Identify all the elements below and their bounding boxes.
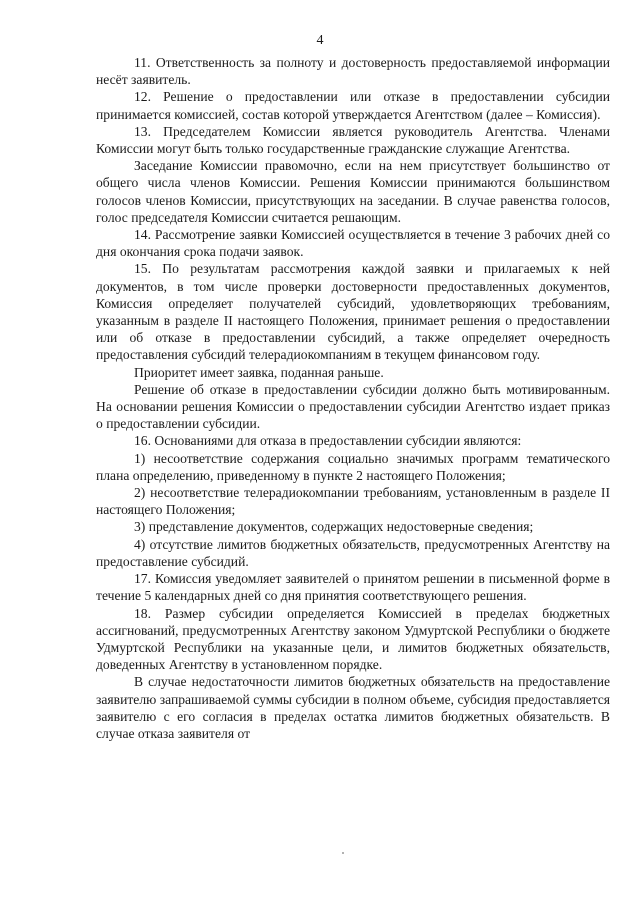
- list-item-4: 4) отсутствие лимитов бюджетных обязательств, предусмотренных Агентству на предоставление субсидий.: [96, 536, 610, 569]
- paragraph-13-quorum: Заседание Комиссии правомочно, если на нем присутствует большинство от общего числа членов Комиссии. Решения Комиссии принимаются большинством голосов членов Комиссии, присутствующих на заседании. В случае равенства голосов, голос председателя Комиссии считается решающим.: [96, 158, 610, 225]
- paragraph-15: 15. По результатам рассмотрения каждой заявки и прилагаемых к ней документов, в том числе проверки достоверности предоставленных документов, Комиссия определяет получателей субсидий, удовлетворяющих требованиям, указанным в разделе II настоящего Положения, принимает решения о предоставлении или об отказе в предоставлении субсидий, а также определяет очередность предоставления субсидий телерадиокомпаниям в текущем финансовом году.: [96, 261, 610, 363]
- paragraph-18: 18. Размер субсидии определяется Комиссией в пределах бюджетных ассигнований, предусмотренных Агентству законом Удмуртской Республики о бюджете Удмуртской Республики на указанные цели, и лимитов бюджетных обязательств, доведенных Агентству в установленном порядке.: [96, 605, 610, 673]
- paragraph-16: 16. Основаниями для отказа в предоставлении субсидии являются:: [134, 433, 522, 449]
- list-item-2: 2) несоответствие телерадиокомпании требованиям, установленным в разделе II настоящего Положения;: [96, 485, 610, 518]
- list-item-1: 1) несоответствие содержания социально значимых программ тематического плана определению, приведенному в пункте 2 настоящего Положения;: [96, 450, 610, 483]
- paragraph-13: 13. Председателем Комиссии является руководитель Агентства. Членами Комиссии могут быть только государственные гражданские служащие Агентства.: [96, 123, 610, 157]
- paragraph-18-insufficiency: В случае недостаточности лимитов бюджетных обязательств на предоставление заявителю запрашиваемой суммы субсидии в полном объеме, субсидия предоставляется заявителю с его согласия в пределах остатка лимитов бюджетных обязательств. В случае отказа заявителя от: [96, 674, 610, 741]
- paragraph-11: 11. Ответственность за полноту и достоверность предоставляемой информации несёт заявитель.: [96, 55, 610, 88]
- paragraph-14: 14. Рассмотрение заявки Комиссией осуществляется в течение 3 рабочих дней со дня окончания срока подачи заявок.: [96, 227, 610, 260]
- paragraph-15-priority: Приоритет имеет заявка, поданная раньше.: [134, 364, 384, 380]
- paragraph-12: 12. Решение о предоставлении или отказе в предоставлении субсидии принимается комиссией, состав которой утверждается Агентством (далее – Комиссия).: [96, 89, 610, 122]
- page-number: 4: [316, 33, 324, 48]
- paragraph-17: 17. Комиссия уведомляет заявителей о принятом решении в письменной форме в течение 5 календарных дней со дня принятия соответствующего решения.: [96, 571, 610, 604]
- scan-speck: [342, 852, 344, 854]
- paragraph-15-refusal: Решение об отказе в предоставлении субсидии должно быть мотивированным. На основании решения Комиссии о предоставлении субсидии Агентство издает приказ о предоставлении субсидии.: [96, 381, 610, 432]
- document-body: [96, 54, 610, 742]
- list-item-3: 3) представление документов, содержащих недостоверные сведения;: [134, 519, 534, 535]
